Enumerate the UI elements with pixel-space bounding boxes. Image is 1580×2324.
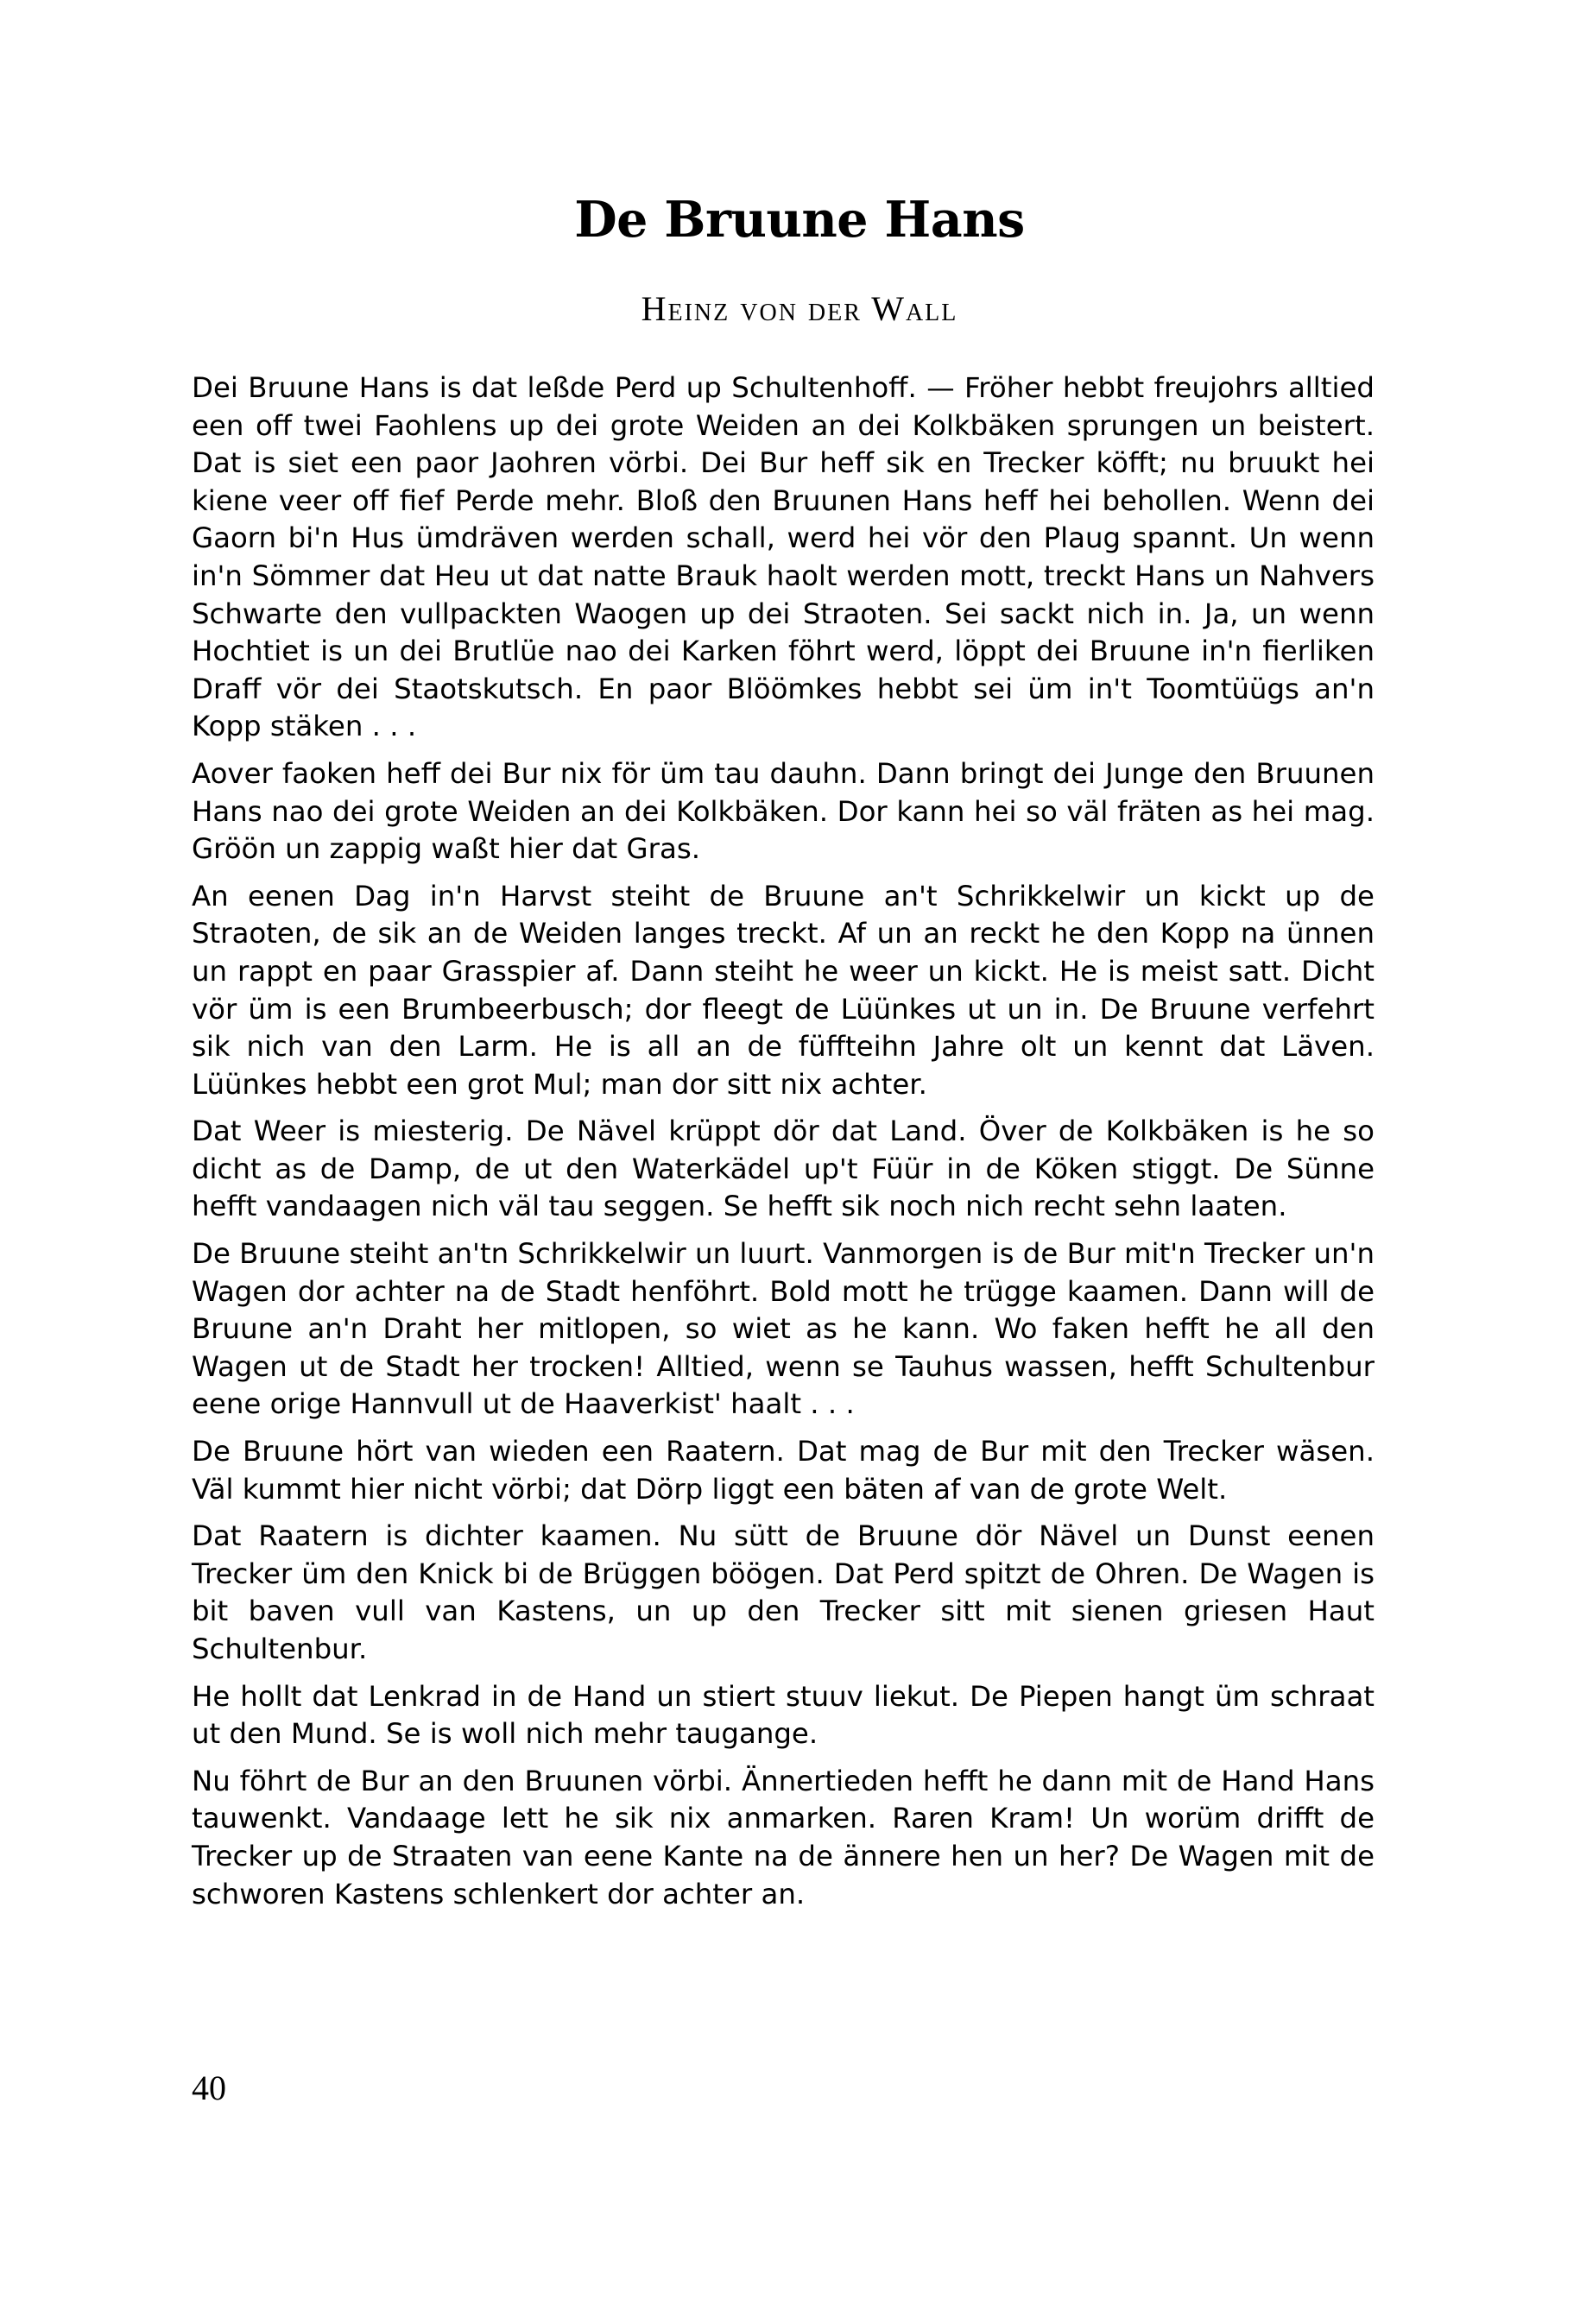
paragraph: Nu föhrt de Bur an den Bruunen vörbi. Ännertieden hefft he dann mit de Hand Hans tauwenkt. Vandaage lett he sik nix anmarken. Raren Kram! Un worüm drifft de Trecker up de Straaten van eene Kante na de ännere hen un her? De Wagen mit de schworen Kastens schlenkert dor achter an. [192,1764,1375,1910]
paragraph: He hollt dat Lenkrad in de Hand un stiert stuuv liekut. De Piepen hangt üm schraat ut den Mund. Se is woll nich mehr taugange. [192,1679,1375,1751]
paragraph: De Bruune hört van wieden een Raatern. Dat mag de Bur mit den Trecker wäsen. Väl kummt hier nicht vörbi; dat Dörp liggt een bäten af van de grote Welt. [192,1435,1375,1506]
article-body [192,369,1375,1913]
paragraph: Dei Bruune Hans is dat leßde Perd up Schultenhoff. — Fröher hebbt freujohrs alltied een off twei Faohlens up dei grote Weiden an dei Kolkbäken sprungen un beistert. Dat is siet een paor Jaohren vörbi. Dei Bur heff sik en Trecker köfft; nu bruukt hei kiene veer off fief Perde mehr. Bloß den Bruunen Hans heff hei behollen. Wenn dei Gaorn bi'n Hus ümdräven werden schall, werd hei vör den Plaug spannt. Un wenn in'n Sömmer dat Heu ut dat natte Brauk haolt werden mott, treckt Hans un Nahvers Schwarte den vullpackten Waogen up dei Straoten. Sei sackt nich in. Ja, un wenn Hochtiet is un dei Brutlüe nao dei Karken föhrt werd, löppt dei Bruune in'n fierliken Draff vör dei Staotskutsch. En paor Blöömkes hebbt sei üm in't Toomtüügs an'n Kopp stäken . . . [192,371,1375,743]
paragraph: An eenen Dag in'n Harvst steiht de Bruune an't Schrikkelwir un kickt up de Straoten, de sik an de Weiden langes treckt. Af un an reckt he den Kopp na ünnen un rappt en paar Grasspier af. Dann steiht he weer un kickt. He is meist satt. Dicht vör üm is een Brumbeerbusch; dor fleegt de Lüünkes ut un in. De Bruune verfehrt sik nich van den Larm. He is all an de füffteihn Jahre olt un kennt dat Läven. Lüünkes hebbt een grot Mul; man dor sitt nix achter. [192,879,1375,1101]
paragraph: De Bruune steiht an'tn Schrikkelwir un luurt. Vanmorgen is de Bur mit'n Trecker un'n Wagen dor achter na de Stadt henföhrt. Bold mott he trügge kaamen. Dann will de Bruune an'n Draht her mitlopen, so wiet as he kann. Wo faken hefft he all den Wagen ut de Stadt her trocken! Alltied, wenn se Tauhus wassen, hefft Schultenbur eene orige Hannvull ut de Haaverkist' haalt . . . [192,1237,1375,1421]
paragraph: Dat Weer is miesterig. De Nävel krüppt dör dat Land. Över de Kolkbäken is he so dicht as de Damp, de ut den Waterkädel up't Füür in de Köken stiggt. De Sünne hefft vandaagen nich väl tau seggen. Se hefft sik noch nich recht sehn laaten. [192,1115,1375,1223]
article-title: De Bruune Hans [574,191,1025,249]
page-number: 40 [192,2068,226,2107]
paragraph: Dat Raatern is dichter kaamen. Nu sütt de Bruune dör Nävel un Dunst eenen Trecker üm den Knick bi de Brüggen böögen. Dat Perd spitzt de Ohren. De Wagen is bit baven vull van Kastens, un up den Trecker sitt mit sienen griesen Haut Schultenbur. [192,1519,1375,1665]
article-author: Heinz von der Wall [641,289,958,328]
article [192,181,1375,1923]
paragraph: Aover faoken heff dei Bur nix för üm tau dauhn. Dann bringt dei Junge den Bruunen Hans nao dei grote Weiden an dei Kolkbäken. Dor kann hei so väl fräten as hei mag. Gröön un zappig waßt hier dat Gras. [192,756,1375,866]
